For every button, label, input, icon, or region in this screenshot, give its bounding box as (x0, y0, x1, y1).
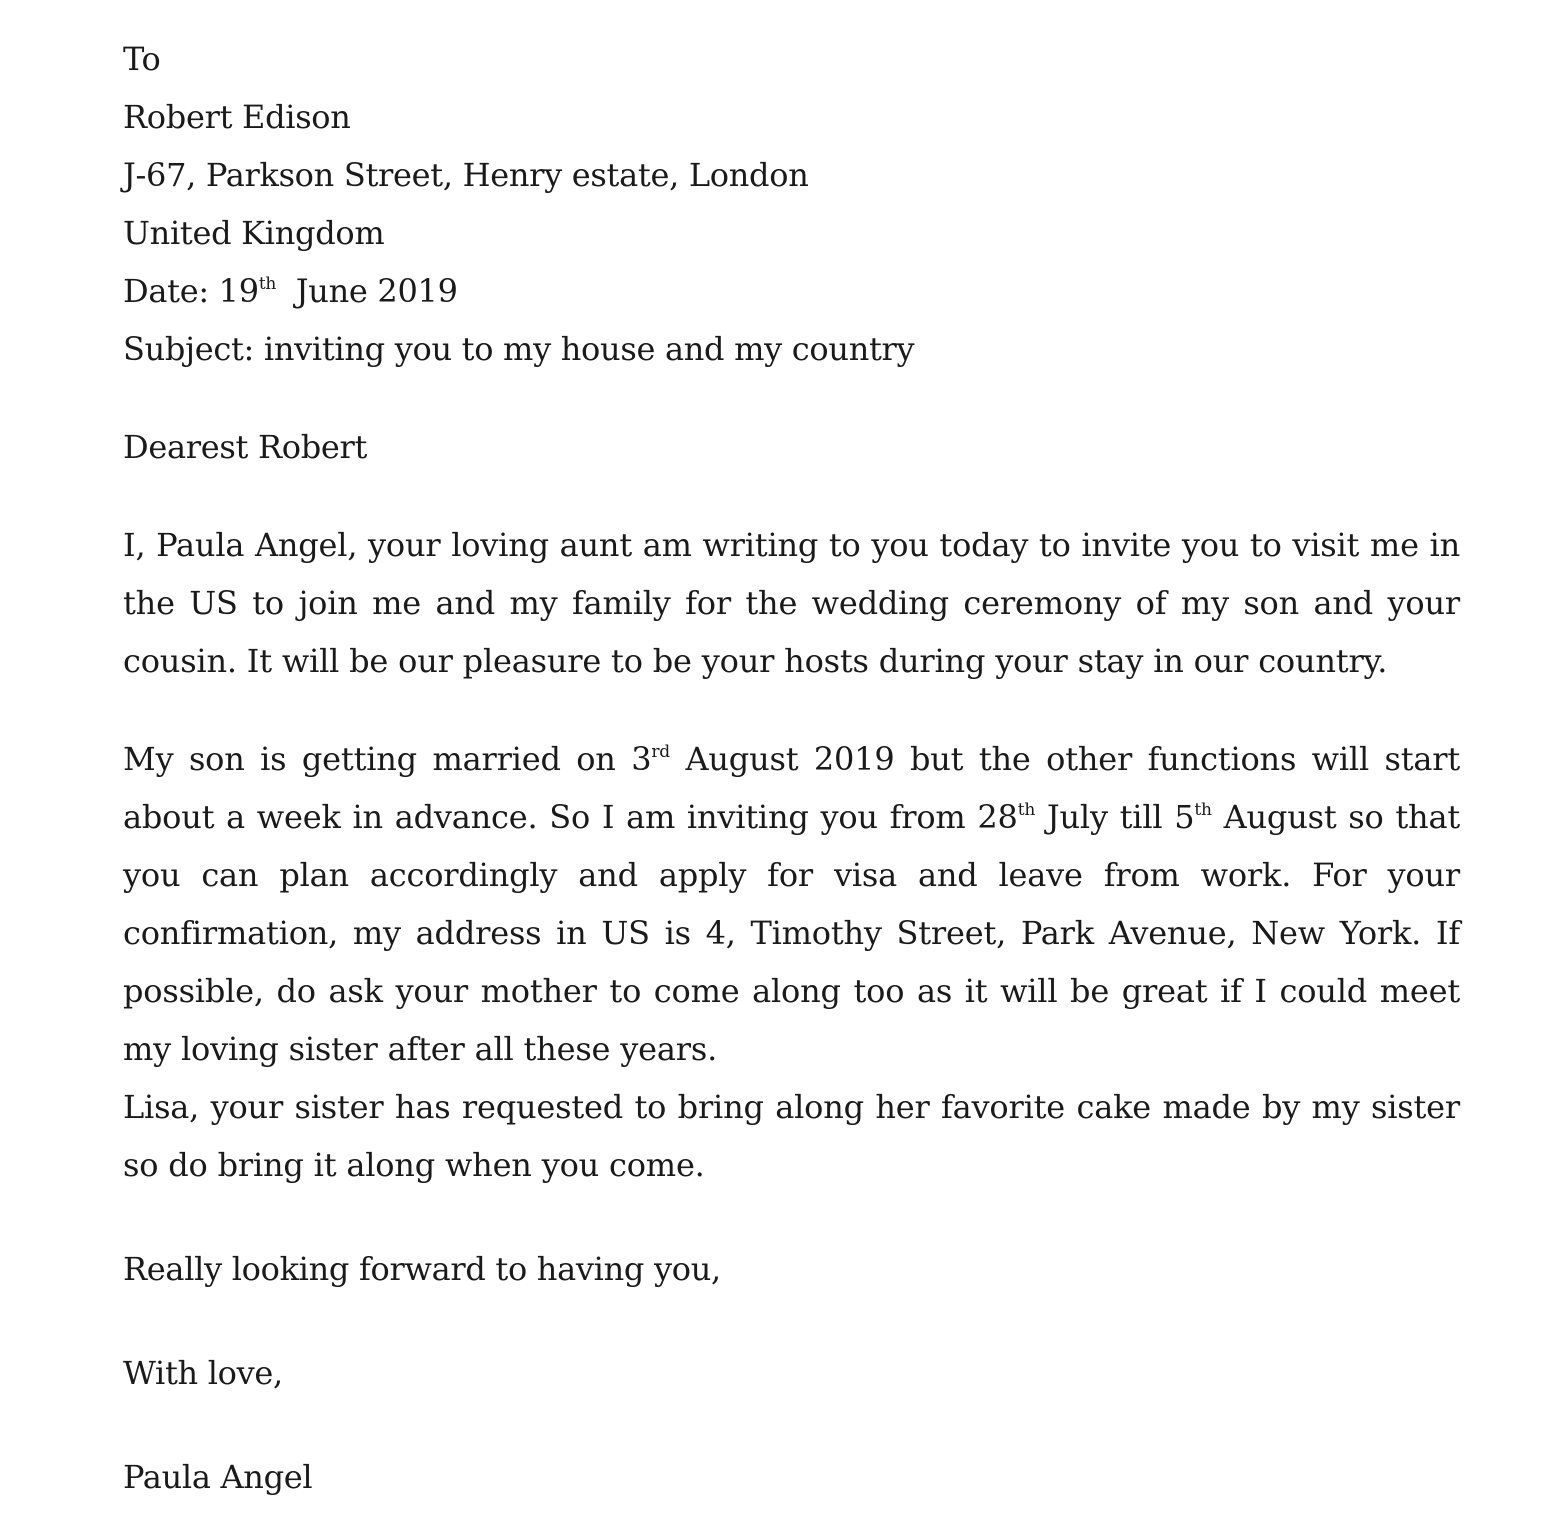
paragraph-invitation (123, 516, 1460, 690)
recipient-name: Robert Edison (123, 98, 351, 136)
date-suffix: June 2019 (276, 272, 458, 310)
sign-off: With love, (123, 1354, 283, 1392)
p2-part-a: My son is getting married on 3 (123, 740, 652, 778)
recipient-country: United Kingdom (123, 214, 385, 252)
p2-ordinal-2: th (1017, 800, 1036, 820)
p2-part-b: August 2019 but the other functions will start about a week in advance. So I am inviting you from 28 (123, 740, 1460, 836)
to-label: To (123, 40, 161, 78)
p2-ordinal-1: rd (651, 742, 670, 762)
signature: Paula Angel (123, 1458, 313, 1496)
paragraph-1-text: I, Paula Angel, your loving aunt am writing to you today to invite you to visit me in the US to join me and my family for the wedding ceremony of my son and your cousin. It will be our pleasure to be your hosts during your stay in our country. (123, 526, 1460, 680)
recipient-address: J-67, Parkson Street, Henry estate, London (123, 156, 809, 194)
paragraph-3-text: Lisa, your sister has requested to bring along her favorite cake made by my sister so do bring it along when you come. (123, 1088, 1460, 1184)
date-prefix: Date: 19 (123, 272, 259, 310)
date-ordinal: th (258, 274, 276, 294)
closing-line: Really looking forward to having you, (123, 1250, 721, 1288)
salutation: Dearest Robert (123, 428, 368, 466)
letter (123, 30, 1460, 1506)
p2-ordinal-3: th (1194, 800, 1212, 820)
paragraph-details (123, 730, 1460, 1194)
p2-part-d: August so that you can plan accordingly and apply for visa and leave from work. For your confirmation, my address in US is 4, Timothy Street, Park Avenue, New York. If possible, do ask your mother to come along too as it will be great if I could meet my loving sister after all these years. (123, 798, 1460, 1068)
letter-date (123, 262, 1460, 320)
p2-part-c: July till 5 (1035, 798, 1195, 836)
paragraph-2-text (123, 730, 1460, 1078)
letter-subject: Subject: inviting you to my house and my country (123, 330, 915, 368)
